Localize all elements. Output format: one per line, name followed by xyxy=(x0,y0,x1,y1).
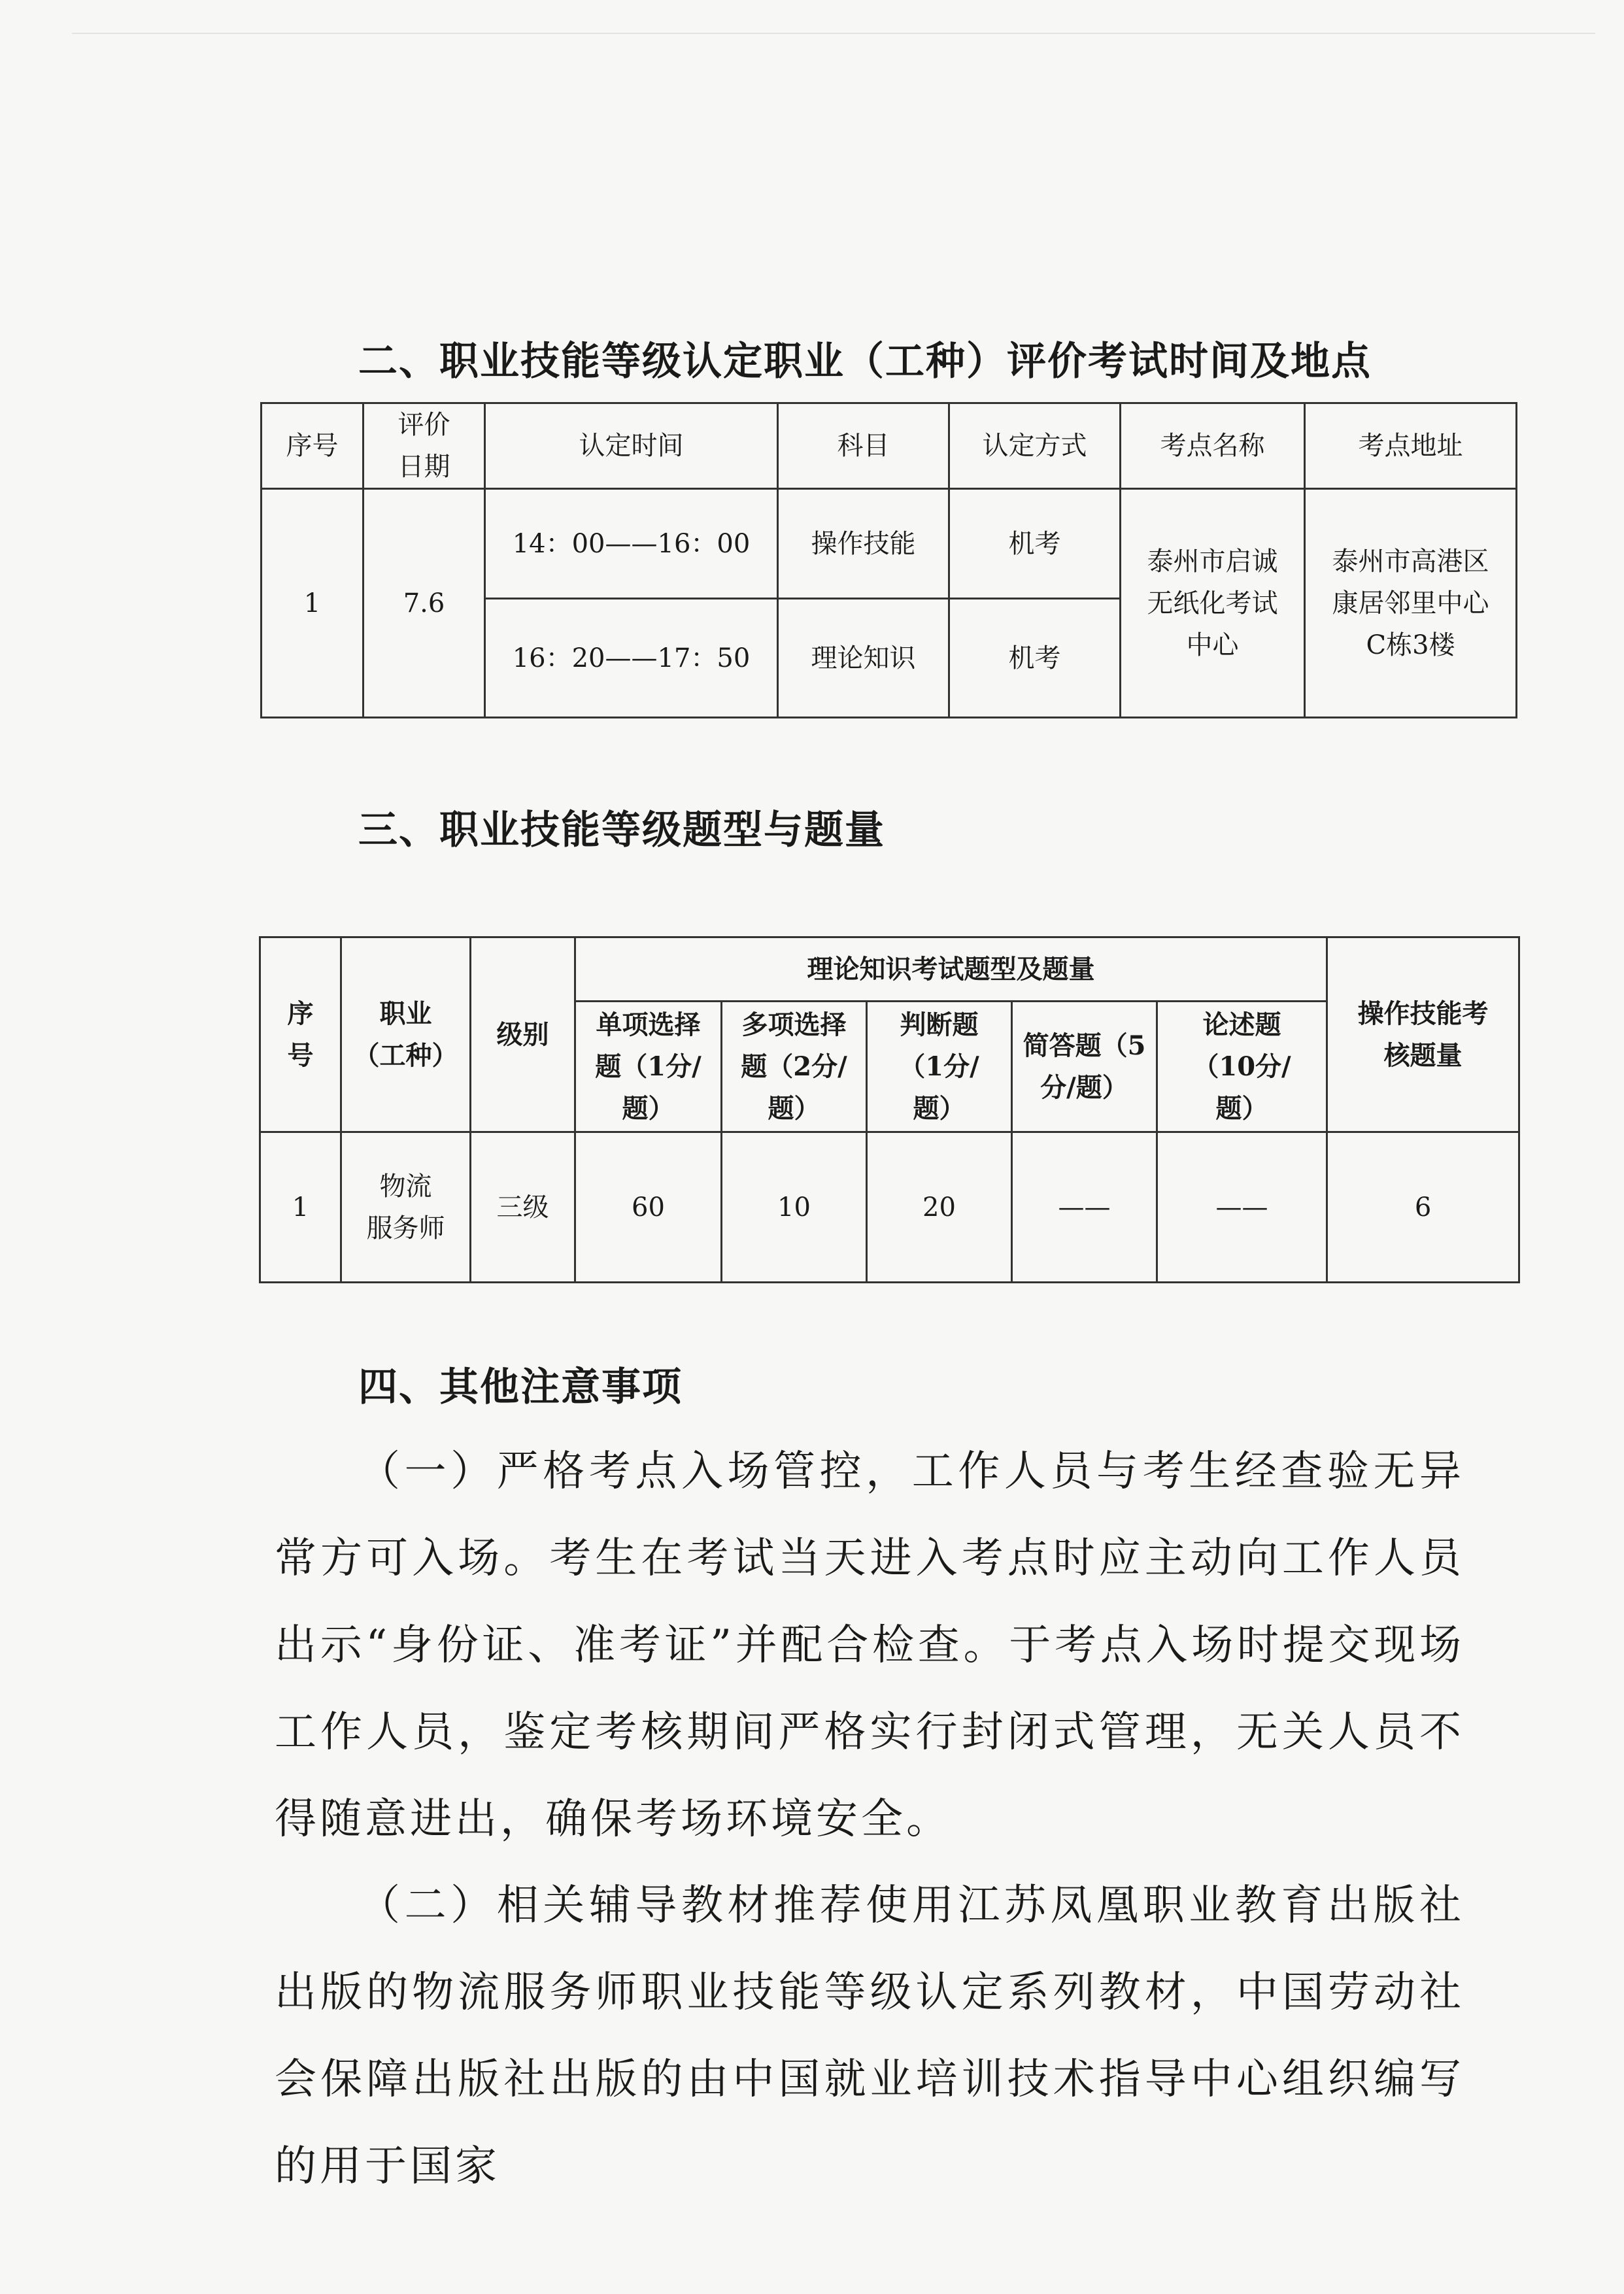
header-essay: 论述题 （10分/ 题） xyxy=(1157,1002,1327,1132)
cell-address: 泰州市高港区 康居邻里中心 C栋3楼 xyxy=(1305,489,1517,718)
cell-practical: 6 xyxy=(1327,1132,1519,1283)
header-time: 认定时间 xyxy=(485,403,778,489)
notice-paragraph-1: （一）严格考点入场管控，工作人员与考生经查验无异常方可入场。考生在考试当天进入考点时应主动向工作人员出示“身份证、准考证”并配合检查。于考点入场时提交现场工作人员，鉴定考核期间严格实行封闭式管理，无关人员不得随意进出，确保考场环境安全。 xyxy=(275,1447,1464,1844)
header-multi-choice: 多项选择 题（2分/ 题） xyxy=(722,1002,867,1132)
cell-short-answer: —— xyxy=(1012,1132,1157,1283)
header-date: 评价 日期 xyxy=(364,403,485,489)
cell-seq: 1 xyxy=(262,489,364,718)
cell-method: 机考 xyxy=(949,599,1121,718)
header-theory-group: 理论知识考试题型及题量 xyxy=(575,937,1327,1002)
exam-schedule-table xyxy=(260,402,1517,718)
header-venue: 考点名称 xyxy=(1121,403,1305,489)
table-row xyxy=(260,1132,1519,1283)
header-short-answer: 简答题（5 分/题） xyxy=(1012,1002,1157,1132)
cell-level: 三级 xyxy=(471,1132,575,1283)
header-seq: 序号 xyxy=(262,403,364,489)
cell-subject: 操作技能 xyxy=(778,489,949,599)
cell-time: 16：20——17：50 xyxy=(485,599,778,718)
cell-multi-choice: 10 xyxy=(722,1132,867,1283)
header-judge: 判断题 （1分/ 题） xyxy=(867,1002,1012,1132)
cell-essay: —— xyxy=(1157,1132,1327,1283)
header-address: 考点地址 xyxy=(1305,403,1517,489)
header-job: 职业 （工种） xyxy=(341,937,471,1132)
section2-title: 二、职业技能等级认定职业（工种）评价考试时间及地点 xyxy=(358,339,1372,384)
page-top-edge xyxy=(72,33,1595,34)
cell-date: 7.6 xyxy=(364,489,485,718)
cell-judge: 20 xyxy=(867,1132,1012,1283)
notice-paragraph-2: （二）相关辅导教材推荐使用江苏凤凰职业教育出版社出版的物流服务师职业技能等级认定系列教材，中国劳动社会保障出版社出版的由中国就业培训技术指导中心组织编写的用于国家 xyxy=(275,1881,1464,2191)
table-header-row xyxy=(260,937,1519,1002)
section3-title: 三、职业技能等级题型与题量 xyxy=(358,807,885,853)
cell-subject: 理论知识 xyxy=(778,599,949,718)
table-row xyxy=(262,489,1517,599)
header-practical: 操作技能考 核题量 xyxy=(1327,937,1519,1132)
header-single-choice: 单项选择 题（1分/ 题） xyxy=(575,1002,722,1132)
header-seq: 序 号 xyxy=(260,937,341,1132)
table-header-row xyxy=(262,403,1517,489)
cell-time: 14：00——16：00 xyxy=(485,489,778,599)
cell-single-choice: 60 xyxy=(575,1132,722,1283)
header-level: 级别 xyxy=(471,937,575,1132)
section4-title: 四、其他注意事项 xyxy=(358,1364,683,1410)
cell-method: 机考 xyxy=(949,489,1121,599)
cell-seq: 1 xyxy=(260,1132,341,1283)
header-subject: 科目 xyxy=(778,403,949,489)
header-method: 认定方式 xyxy=(949,403,1121,489)
question-types-table xyxy=(259,936,1520,1283)
cell-venue: 泰州市启诚 无纸化考试 中心 xyxy=(1121,489,1305,718)
cell-job: 物流 服务师 xyxy=(341,1132,471,1283)
